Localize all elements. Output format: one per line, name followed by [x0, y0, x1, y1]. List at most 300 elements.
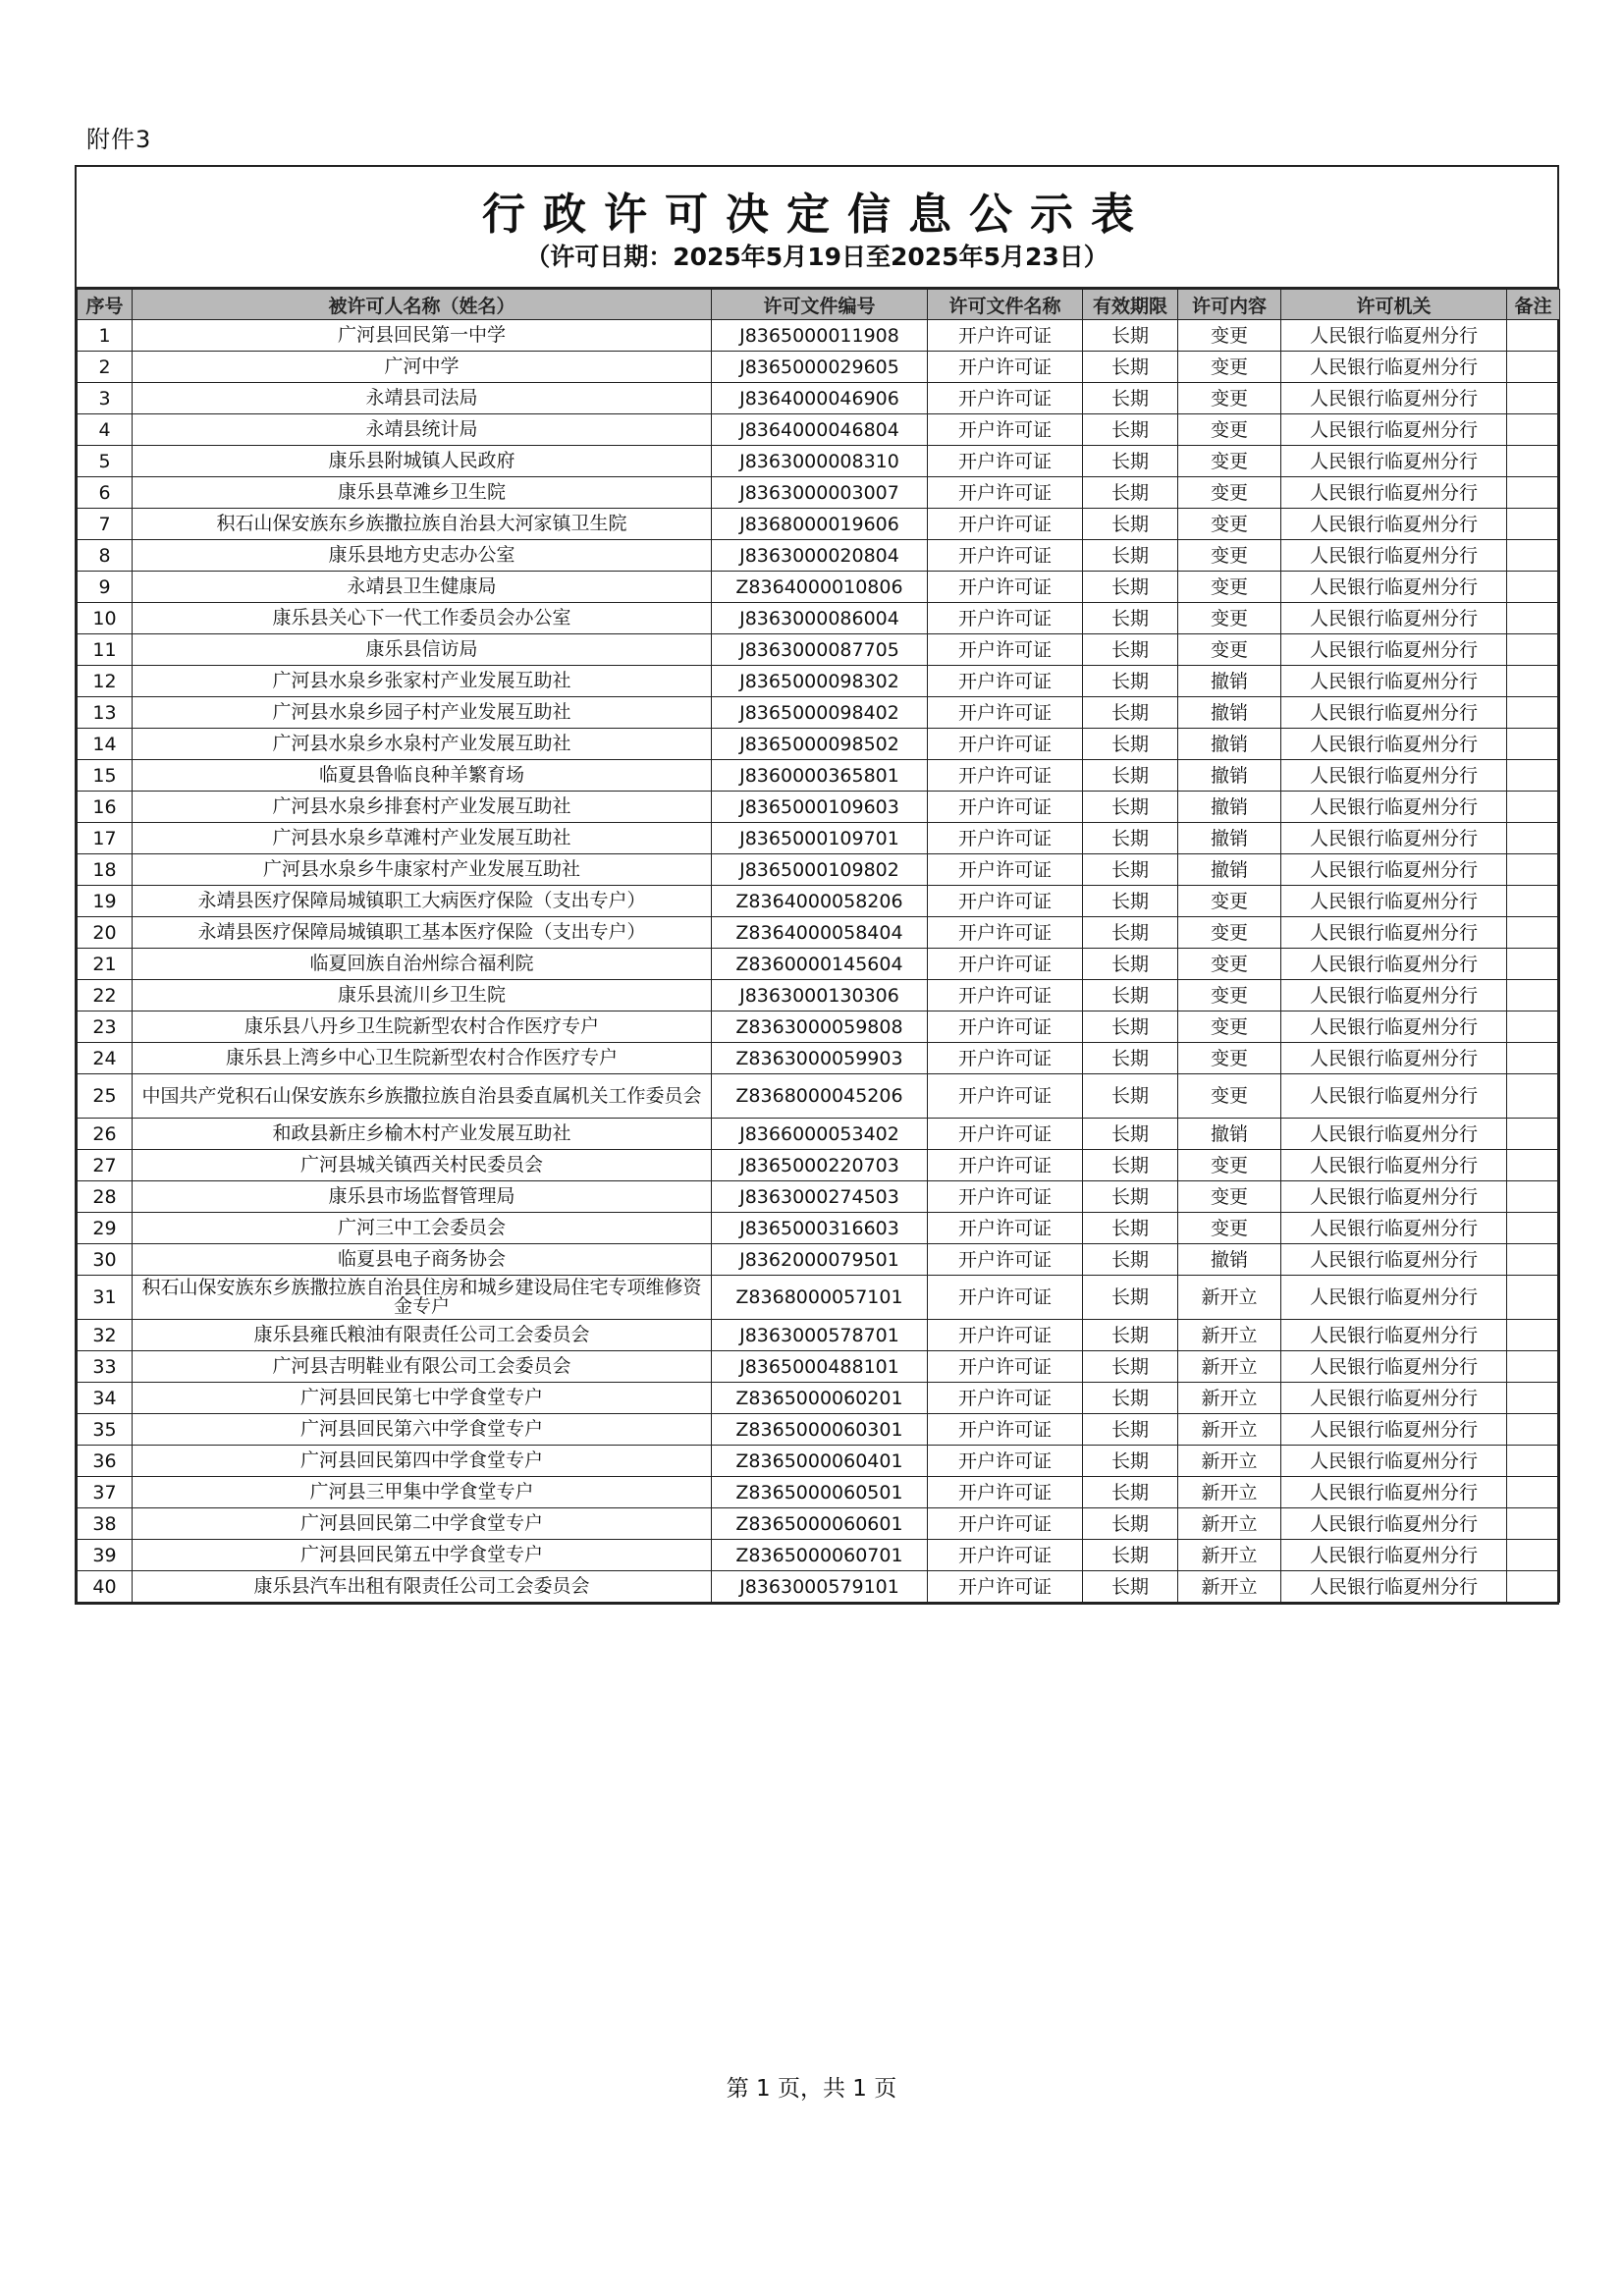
table-row	[78, 1244, 1560, 1276]
permit-code: J8365000098302	[712, 666, 928, 697]
validity-term: 长期	[1083, 1477, 1178, 1508]
row-number: 11	[78, 634, 133, 666]
table-row	[78, 1320, 1560, 1351]
permit-code: J8364000046804	[712, 414, 928, 446]
licensee-name: 康乐县上湾乡中心卫生院新型农村合作医疗专户	[133, 1043, 712, 1074]
licensee-name: 广河县回民第一中学	[133, 320, 712, 352]
permit-content: 变更	[1178, 414, 1281, 446]
row-number: 7	[78, 509, 133, 540]
row-number: 6	[78, 477, 133, 509]
validity-term: 长期	[1083, 1119, 1178, 1150]
permit-table	[77, 289, 1560, 1603]
permit-content: 撤销	[1178, 666, 1281, 697]
permit-authority: 人民银行临夏州分行	[1281, 1351, 1507, 1383]
licensee-name: 临夏县鲁临良种羊繁育场	[133, 760, 712, 792]
permit-content: 变更	[1178, 1043, 1281, 1074]
remark	[1507, 1351, 1560, 1383]
validity-term: 长期	[1083, 1446, 1178, 1477]
validity-term: 长期	[1083, 1508, 1178, 1540]
table-row	[78, 540, 1560, 572]
row-number: 16	[78, 792, 133, 823]
validity-term: 长期	[1083, 729, 1178, 760]
permit-code: J8363000274503	[712, 1181, 928, 1213]
remark	[1507, 1320, 1560, 1351]
table-row	[78, 1351, 1560, 1383]
permit-content: 变更	[1178, 949, 1281, 980]
remark	[1507, 729, 1560, 760]
row-number: 29	[78, 1213, 133, 1244]
validity-term: 长期	[1083, 1571, 1178, 1603]
permit-authority: 人民银行临夏州分行	[1281, 1150, 1507, 1181]
permit-code: Z8363000059903	[712, 1043, 928, 1074]
header-name: 被许可人名称（姓名）	[133, 290, 712, 320]
licensee-name: 康乐县八丹乡卫生院新型农村合作医疗专户	[133, 1011, 712, 1043]
licensee-name: 积石山保安族东乡族撒拉族自治县大河家镇卫生院	[133, 509, 712, 540]
permit-content: 变更	[1178, 477, 1281, 509]
permit-authority: 人民银行临夏州分行	[1281, 320, 1507, 352]
validity-term: 长期	[1083, 854, 1178, 886]
row-number: 3	[78, 383, 133, 414]
permit-document: 开户许可证	[928, 509, 1083, 540]
permit-document: 开户许可证	[928, 1414, 1083, 1446]
permit-document: 开户许可证	[928, 949, 1083, 980]
permit-document: 开户许可证	[928, 1213, 1083, 1244]
permit-document: 开户许可证	[928, 760, 1083, 792]
remark	[1507, 1276, 1560, 1320]
remark	[1507, 823, 1560, 854]
header-authority: 许可机关	[1281, 290, 1507, 320]
permit-document: 开户许可证	[928, 1446, 1083, 1477]
licensee-name: 中国共产党积石山保安族东乡族撒拉族自治县委直属机关工作委员会	[133, 1074, 712, 1119]
licensee-name: 永靖县卫生健康局	[133, 572, 712, 603]
header-doc: 许可文件名称	[928, 290, 1083, 320]
permit-document: 开户许可证	[928, 1540, 1083, 1571]
row-number: 28	[78, 1181, 133, 1213]
validity-term: 长期	[1083, 572, 1178, 603]
permit-content: 变更	[1178, 540, 1281, 572]
validity-term: 长期	[1083, 1320, 1178, 1351]
remark	[1507, 383, 1560, 414]
table-row	[78, 1571, 1560, 1603]
permit-content: 变更	[1178, 1213, 1281, 1244]
remark	[1507, 666, 1560, 697]
row-number: 17	[78, 823, 133, 854]
permit-document: 开户许可证	[928, 320, 1083, 352]
remark	[1507, 917, 1560, 949]
permit-content: 撤销	[1178, 823, 1281, 854]
permit-content: 变更	[1178, 1181, 1281, 1213]
permit-code: J8360000365801	[712, 760, 928, 792]
row-number: 34	[78, 1383, 133, 1414]
remark	[1507, 1508, 1560, 1540]
licensee-name: 广河县回民第七中学食堂专户	[133, 1383, 712, 1414]
permit-authority: 人民银行临夏州分行	[1281, 729, 1507, 760]
permit-code: Z8365000060701	[712, 1540, 928, 1571]
remark	[1507, 1540, 1560, 1571]
permit-content: 变更	[1178, 446, 1281, 477]
permit-content: 撤销	[1178, 1244, 1281, 1276]
permit-document: 开户许可证	[928, 917, 1083, 949]
validity-term: 长期	[1083, 477, 1178, 509]
row-number: 38	[78, 1508, 133, 1540]
table-row	[78, 634, 1560, 666]
row-number: 1	[78, 320, 133, 352]
permit-document: 开户许可证	[928, 666, 1083, 697]
permit-authority: 人民银行临夏州分行	[1281, 697, 1507, 729]
permit-document: 开户许可证	[928, 1351, 1083, 1383]
permit-document: 开户许可证	[928, 477, 1083, 509]
licensee-name: 广河县水泉乡草滩村产业发展互助社	[133, 823, 712, 854]
disclosure-table-sheet	[75, 165, 1559, 1605]
permit-content: 新开立	[1178, 1477, 1281, 1508]
row-number: 32	[78, 1320, 133, 1351]
table-row	[78, 1181, 1560, 1213]
row-number: 22	[78, 980, 133, 1011]
row-number: 27	[78, 1150, 133, 1181]
remark	[1507, 1181, 1560, 1213]
permit-content: 变更	[1178, 886, 1281, 917]
permit-authority: 人民银行临夏州分行	[1281, 1414, 1507, 1446]
permit-document: 开户许可证	[928, 603, 1083, 634]
licensee-name: 康乐县市场监督管理局	[133, 1181, 712, 1213]
permit-content: 变更	[1178, 509, 1281, 540]
permit-code: J8365000220703	[712, 1150, 928, 1181]
table-row	[78, 854, 1560, 886]
table-subtitle: （许可日期：2025年5月19日至2025年5月23日）	[525, 243, 1109, 271]
table-row	[78, 1477, 1560, 1508]
remark	[1507, 1043, 1560, 1074]
row-number: 10	[78, 603, 133, 634]
licensee-name: 康乐县附城镇人民政府	[133, 446, 712, 477]
permit-code: Z8364000010806	[712, 572, 928, 603]
licensee-name: 广河县水泉乡张家村产业发展互助社	[133, 666, 712, 697]
permit-code: Z8365000060401	[712, 1446, 928, 1477]
row-number: 20	[78, 917, 133, 949]
permit-document: 开户许可证	[928, 729, 1083, 760]
row-number: 21	[78, 949, 133, 980]
licensee-name: 康乐县关心下一代工作委员会办公室	[133, 603, 712, 634]
remark	[1507, 1213, 1560, 1244]
permit-content: 变更	[1178, 603, 1281, 634]
licensee-name: 康乐县信访局	[133, 634, 712, 666]
row-number: 18	[78, 854, 133, 886]
permit-document: 开户许可证	[928, 1043, 1083, 1074]
permit-document: 开户许可证	[928, 572, 1083, 603]
permit-content: 新开立	[1178, 1414, 1281, 1446]
permit-document: 开户许可证	[928, 446, 1083, 477]
licensee-name: 永靖县统计局	[133, 414, 712, 446]
licensee-name: 广河县吉明鞋业有限公司工会委员会	[133, 1351, 712, 1383]
licensee-name: 广河县三甲集中学食堂专户	[133, 1477, 712, 1508]
table-row	[78, 1540, 1560, 1571]
permit-content: 变更	[1178, 572, 1281, 603]
row-number: 36	[78, 1446, 133, 1477]
table-row	[78, 1150, 1560, 1181]
table-row	[78, 572, 1560, 603]
licensee-name: 广河县城关镇西关村民委员会	[133, 1150, 712, 1181]
licensee-name: 永靖县司法局	[133, 383, 712, 414]
permit-document: 开户许可证	[928, 792, 1083, 823]
permit-authority: 人民银行临夏州分行	[1281, 823, 1507, 854]
remark	[1507, 1074, 1560, 1119]
permit-authority: 人民银行临夏州分行	[1281, 1043, 1507, 1074]
permit-authority: 人民银行临夏州分行	[1281, 1011, 1507, 1043]
remark	[1507, 1383, 1560, 1414]
permit-code: J8363000579101	[712, 1571, 928, 1603]
validity-term: 长期	[1083, 1244, 1178, 1276]
licensee-name: 广河县水泉乡牛康家村产业发展互助社	[133, 854, 712, 886]
row-number: 40	[78, 1571, 133, 1603]
permit-authority: 人民银行临夏州分行	[1281, 383, 1507, 414]
table-row	[78, 823, 1560, 854]
validity-term: 长期	[1083, 792, 1178, 823]
row-number: 24	[78, 1043, 133, 1074]
permit-authority: 人民银行临夏州分行	[1281, 446, 1507, 477]
permit-content: 变更	[1178, 383, 1281, 414]
validity-term: 长期	[1083, 603, 1178, 634]
permit-code: J8363000020804	[712, 540, 928, 572]
permit-code: Z8360000145604	[712, 949, 928, 980]
validity-term: 长期	[1083, 414, 1178, 446]
permit-document: 开户许可证	[928, 1383, 1083, 1414]
table-row	[78, 1446, 1560, 1477]
permit-code: J8365000316603	[712, 1213, 928, 1244]
permit-code: Z8365000060501	[712, 1477, 928, 1508]
row-number: 25	[78, 1074, 133, 1119]
licensee-name: 广河三中工会委员会	[133, 1213, 712, 1244]
permit-document: 开户许可证	[928, 352, 1083, 383]
row-number: 30	[78, 1244, 133, 1276]
permit-content: 新开立	[1178, 1571, 1281, 1603]
validity-term: 长期	[1083, 666, 1178, 697]
row-number: 15	[78, 760, 133, 792]
row-number: 5	[78, 446, 133, 477]
permit-authority: 人民银行临夏州分行	[1281, 1276, 1507, 1320]
remark	[1507, 352, 1560, 383]
table-row	[78, 1508, 1560, 1540]
permit-document: 开户许可证	[928, 383, 1083, 414]
permit-code: J8365000488101	[712, 1351, 928, 1383]
permit-code: J8362000079501	[712, 1244, 928, 1276]
table-row	[78, 1414, 1560, 1446]
permit-authority: 人民银行临夏州分行	[1281, 1540, 1507, 1571]
table-row	[78, 886, 1560, 917]
validity-term: 长期	[1083, 1011, 1178, 1043]
permit-content: 撤销	[1178, 854, 1281, 886]
licensee-name: 广河中学	[133, 352, 712, 383]
table-row	[78, 949, 1560, 980]
row-number: 13	[78, 697, 133, 729]
permit-code: J8363000578701	[712, 1320, 928, 1351]
table-row	[78, 509, 1560, 540]
table-body	[78, 320, 1560, 1603]
row-number: 19	[78, 886, 133, 917]
licensee-name: 积石山保安族东乡族撒拉族自治县住房和城乡建设局住宅专项维修资金专户	[133, 1276, 712, 1320]
validity-term: 长期	[1083, 1074, 1178, 1119]
permit-code: J8364000046906	[712, 383, 928, 414]
permit-authority: 人民银行临夏州分行	[1281, 1074, 1507, 1119]
permit-document: 开户许可证	[928, 1244, 1083, 1276]
permit-content: 新开立	[1178, 1446, 1281, 1477]
header-code: 许可文件编号	[712, 290, 928, 320]
remark	[1507, 446, 1560, 477]
licensee-name: 康乐县草滩乡卫生院	[133, 477, 712, 509]
permit-code: Z8365000060301	[712, 1414, 928, 1446]
permit-authority: 人民银行临夏州分行	[1281, 1383, 1507, 1414]
permit-content: 撤销	[1178, 1119, 1281, 1150]
permit-code: Z8368000045206	[712, 1074, 928, 1119]
permit-content: 新开立	[1178, 1320, 1281, 1351]
permit-authority: 人民银行临夏州分行	[1281, 540, 1507, 572]
remark	[1507, 540, 1560, 572]
table-row	[78, 917, 1560, 949]
licensee-name: 康乐县汽车出租有限责任公司工会委员会	[133, 1571, 712, 1603]
permit-code: J8365000109802	[712, 854, 928, 886]
row-number: 33	[78, 1351, 133, 1383]
validity-term: 长期	[1083, 980, 1178, 1011]
permit-authority: 人民银行临夏州分行	[1281, 509, 1507, 540]
licensee-name: 广河县水泉乡园子村产业发展互助社	[133, 697, 712, 729]
permit-content: 新开立	[1178, 1540, 1281, 1571]
validity-term: 长期	[1083, 1383, 1178, 1414]
permit-code: J8365000109701	[712, 823, 928, 854]
table-row	[78, 1383, 1560, 1414]
permit-authority: 人民银行临夏州分行	[1281, 414, 1507, 446]
table-row	[78, 1213, 1560, 1244]
permit-authority: 人民银行临夏州分行	[1281, 1508, 1507, 1540]
header-no: 序号	[78, 290, 133, 320]
table-row	[78, 320, 1560, 352]
remark	[1507, 634, 1560, 666]
row-number: 35	[78, 1414, 133, 1446]
permit-content: 变更	[1178, 1011, 1281, 1043]
permit-authority: 人民银行临夏州分行	[1281, 1213, 1507, 1244]
permit-content: 变更	[1178, 1074, 1281, 1119]
validity-term: 长期	[1083, 540, 1178, 572]
remark	[1507, 1446, 1560, 1477]
remark	[1507, 1571, 1560, 1603]
licensee-name: 永靖县医疗保障局城镇职工大病医疗保险（支出专户）	[133, 886, 712, 917]
validity-term: 长期	[1083, 1276, 1178, 1320]
validity-term: 长期	[1083, 446, 1178, 477]
row-number: 14	[78, 729, 133, 760]
permit-content: 新开立	[1178, 1508, 1281, 1540]
table-row	[78, 666, 1560, 697]
validity-term: 长期	[1083, 383, 1178, 414]
validity-term: 长期	[1083, 886, 1178, 917]
permit-document: 开户许可证	[928, 1150, 1083, 1181]
permit-content: 撤销	[1178, 760, 1281, 792]
permit-code: J8365000109603	[712, 792, 928, 823]
table-row	[78, 352, 1560, 383]
permit-document: 开户许可证	[928, 886, 1083, 917]
permit-content: 变更	[1178, 980, 1281, 1011]
table-title: 行政许可决定信息公示表	[482, 190, 1152, 240]
validity-term: 长期	[1083, 1351, 1178, 1383]
validity-term: 长期	[1083, 1213, 1178, 1244]
table-row	[78, 477, 1560, 509]
permit-document: 开户许可证	[928, 1276, 1083, 1320]
licensee-name: 临夏县电子商务协会	[133, 1244, 712, 1276]
permit-document: 开户许可证	[928, 1477, 1083, 1508]
permit-authority: 人民银行临夏州分行	[1281, 949, 1507, 980]
validity-term: 长期	[1083, 760, 1178, 792]
remark	[1507, 477, 1560, 509]
attachment-label: 附件3	[86, 126, 152, 153]
permit-code: Z8365000060601	[712, 1508, 928, 1540]
permit-authority: 人民银行临夏州分行	[1281, 477, 1507, 509]
permit-document: 开户许可证	[928, 1571, 1083, 1603]
licensee-name: 广河县回民第二中学食堂专户	[133, 1508, 712, 1540]
permit-code: J8366000053402	[712, 1119, 928, 1150]
licensee-name: 广河县水泉乡排套村产业发展互助社	[133, 792, 712, 823]
permit-code: J8363000086004	[712, 603, 928, 634]
table-row	[78, 980, 1560, 1011]
permit-authority: 人民银行临夏州分行	[1281, 980, 1507, 1011]
remark	[1507, 1244, 1560, 1276]
row-number: 4	[78, 414, 133, 446]
row-number: 12	[78, 666, 133, 697]
remark	[1507, 603, 1560, 634]
permit-document: 开户许可证	[928, 823, 1083, 854]
permit-document: 开户许可证	[928, 697, 1083, 729]
licensee-name: 临夏回族自治州综合福利院	[133, 949, 712, 980]
permit-code: J8365000098402	[712, 697, 928, 729]
licensee-name: 康乐县雍氏粮油有限责任公司工会委员会	[133, 1320, 712, 1351]
licensee-name: 康乐县地方史志办公室	[133, 540, 712, 572]
permit-authority: 人民银行临夏州分行	[1281, 1320, 1507, 1351]
permit-document: 开户许可证	[928, 1011, 1083, 1043]
permit-content: 新开立	[1178, 1383, 1281, 1414]
licensee-name: 广河县回民第五中学食堂专户	[133, 1540, 712, 1571]
permit-code: J8363000008310	[712, 446, 928, 477]
table-row	[78, 792, 1560, 823]
validity-term: 长期	[1083, 949, 1178, 980]
permit-code: J8365000098502	[712, 729, 928, 760]
permit-document: 开户许可证	[928, 634, 1083, 666]
table-row	[78, 1276, 1560, 1320]
row-number: 37	[78, 1477, 133, 1508]
permit-document: 开户许可证	[928, 540, 1083, 572]
permit-authority: 人民银行临夏州分行	[1281, 1477, 1507, 1508]
remark	[1507, 1119, 1560, 1150]
validity-term: 长期	[1083, 697, 1178, 729]
validity-term: 长期	[1083, 320, 1178, 352]
permit-authority: 人民银行临夏州分行	[1281, 1244, 1507, 1276]
permit-authority: 人民银行临夏州分行	[1281, 1571, 1507, 1603]
permit-content: 撤销	[1178, 729, 1281, 760]
table-row	[78, 760, 1560, 792]
permit-authority: 人民银行临夏州分行	[1281, 1181, 1507, 1213]
remark	[1507, 1150, 1560, 1181]
permit-document: 开户许可证	[928, 1508, 1083, 1540]
header-note: 备注	[1507, 290, 1560, 320]
remark	[1507, 1414, 1560, 1446]
permit-document: 开户许可证	[928, 1119, 1083, 1150]
permit-document: 开户许可证	[928, 1320, 1083, 1351]
permit-authority: 人民银行临夏州分行	[1281, 572, 1507, 603]
remark	[1507, 980, 1560, 1011]
validity-term: 长期	[1083, 1150, 1178, 1181]
permit-code: Z8363000059808	[712, 1011, 928, 1043]
remark	[1507, 792, 1560, 823]
remark	[1507, 697, 1560, 729]
row-number: 9	[78, 572, 133, 603]
row-number: 31	[78, 1276, 133, 1320]
table-row	[78, 1074, 1560, 1119]
page-footer: 第 1 页，共 1 页	[726, 2076, 897, 2102]
validity-term: 长期	[1083, 1414, 1178, 1446]
